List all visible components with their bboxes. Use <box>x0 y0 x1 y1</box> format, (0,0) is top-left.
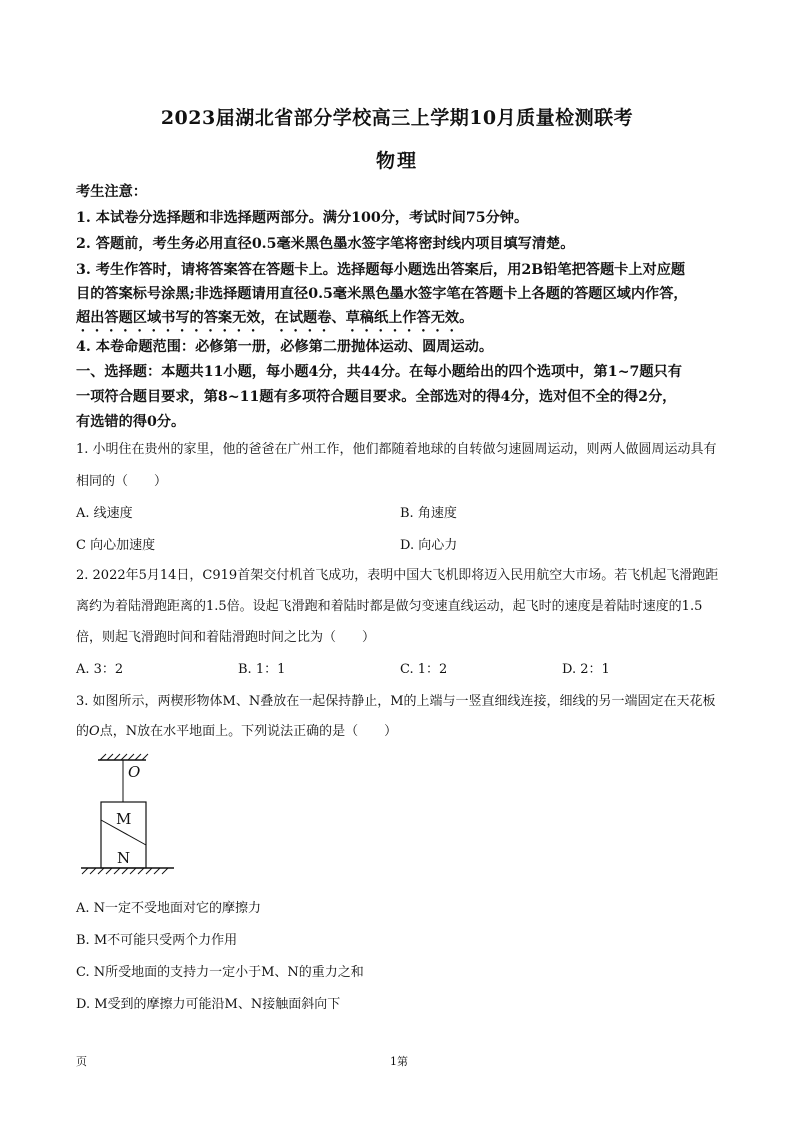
page-number: 1第 <box>390 1055 408 1068</box>
notice-item-3-line-2: 目的答案标号涂黑;非选择题请用直径0.5毫米黑色墨水签字笔在答题卡上各题的答题区域内作答， <box>76 286 688 302</box>
q3-option-b: B. M不可能只受两个力作用 <box>76 933 238 948</box>
notice-item-2: 2. 答题前，考生务必用直径0.5毫米黑色墨水签字笔将密封线内项目填写清楚。 <box>76 236 575 252</box>
q2-option-c: C. 1：2 <box>400 662 448 677</box>
point-o-figure-label: O <box>128 763 141 781</box>
notice-item-3-line-1: 3. 考生作答时，请将答案答在答题卡上。选择题每小题选出答案后，用2B铅笔把答题卡上对应题 <box>76 262 686 278</box>
q3-stem-line-2 <box>76 720 726 739</box>
q2-stem-line-2: 离约为着陆滑跑距离的1.5倍。设起飞滑跑和着陆时都是做匀变速直线运动，起飞时的速度是着陆时速度的1.5 <box>76 599 703 614</box>
subject-title: 物理 <box>375 150 418 172</box>
q2-option-b: B. 1：1 <box>238 662 286 677</box>
q1-stem-line-1: 1. 小明住在贵州的家里，他的爸爸在广州工作，他们都随着地球的自转做匀速圆周运动，则两人做圆周运动具有 <box>76 442 717 457</box>
q3-stem-line-2-start: 的 <box>76 724 90 739</box>
ground <box>81 868 174 874</box>
q3-option-c: C. N所受地面的支持力一定小于M、N的重力之和 <box>76 965 364 980</box>
block-m-label: M <box>116 810 132 828</box>
ceiling <box>98 754 148 760</box>
block-n-label: N <box>117 849 131 867</box>
footer-left: 页 <box>76 1055 87 1068</box>
notice-heading: 考生注意： <box>76 184 147 200</box>
q3-option-d: D. M受到的摩擦力可能沿M、N接触面斜向下 <box>76 997 341 1012</box>
q2-option-d: D. 2：1 <box>562 662 610 677</box>
q3-option-a: A. N一定不受地面对它的摩擦力 <box>76 901 262 916</box>
q2-option-a: A. 3：2 <box>76 662 124 677</box>
q3-stem-line-1: 3. 如图所示，两楔形物体M、N叠放在一起保持静止，M的上端与一竖直细线连接，细线的另一端固定在天花板 <box>76 694 716 709</box>
notice-item-3-line-3: 超出答题区域书写的答案无效，在试题卷、草稿纸上作答无效。 <box>76 310 474 326</box>
q1-option-c: C 向心加速度 <box>76 538 156 553</box>
q1-stem-line-2: 相同的（ ） <box>76 474 168 489</box>
q2-stem-line-1: 2. 2022年5月14日，C919首架交付机首飞成功，表明中国大飞机即将迈入民用航空大市场。若飞机起飞滑跑距 <box>76 568 719 583</box>
notice-item-4: 4. 本卷命题范围：必修第一册，必修第二册抛体运动、圆周运动。 <box>76 339 494 355</box>
q1-option-b: B. 角速度 <box>400 506 457 521</box>
point-o-label: O <box>89 724 100 739</box>
notice-item-1: 1. 本试卷分选择题和非选择题两部分。满分100分，考试时间75分钟。 <box>76 210 529 226</box>
section-instruction-line-1: 一、选择题：本题共11小题，每小题4分，共44分。在每小题给出的四个选项中，第1~7题只有 <box>76 364 682 380</box>
q1-option-a: A. 线速度 <box>76 506 133 521</box>
blocks-figure <box>76 752 176 877</box>
q3-stem-line-2-end: 点，N放在水平地面上。下列说法正确的是（ ） <box>99 724 398 739</box>
exam-title: 2023届湖北省部分学校高三上学期10月质量检测联考 <box>160 107 634 129</box>
q2-stem-line-3: 倍，则起飞滑跑时间和着陆滑跑时间之比为（ ） <box>76 630 376 645</box>
q1-option-d: D. 向心力 <box>400 538 458 553</box>
section-instruction-line-2: 一项符合题目要求，第8~11题有多项符合题目要求。全部选对的得4分，选对但不全的得2分， <box>76 389 677 405</box>
section-instruction-line-3: 有选错的得0分。 <box>76 414 186 430</box>
